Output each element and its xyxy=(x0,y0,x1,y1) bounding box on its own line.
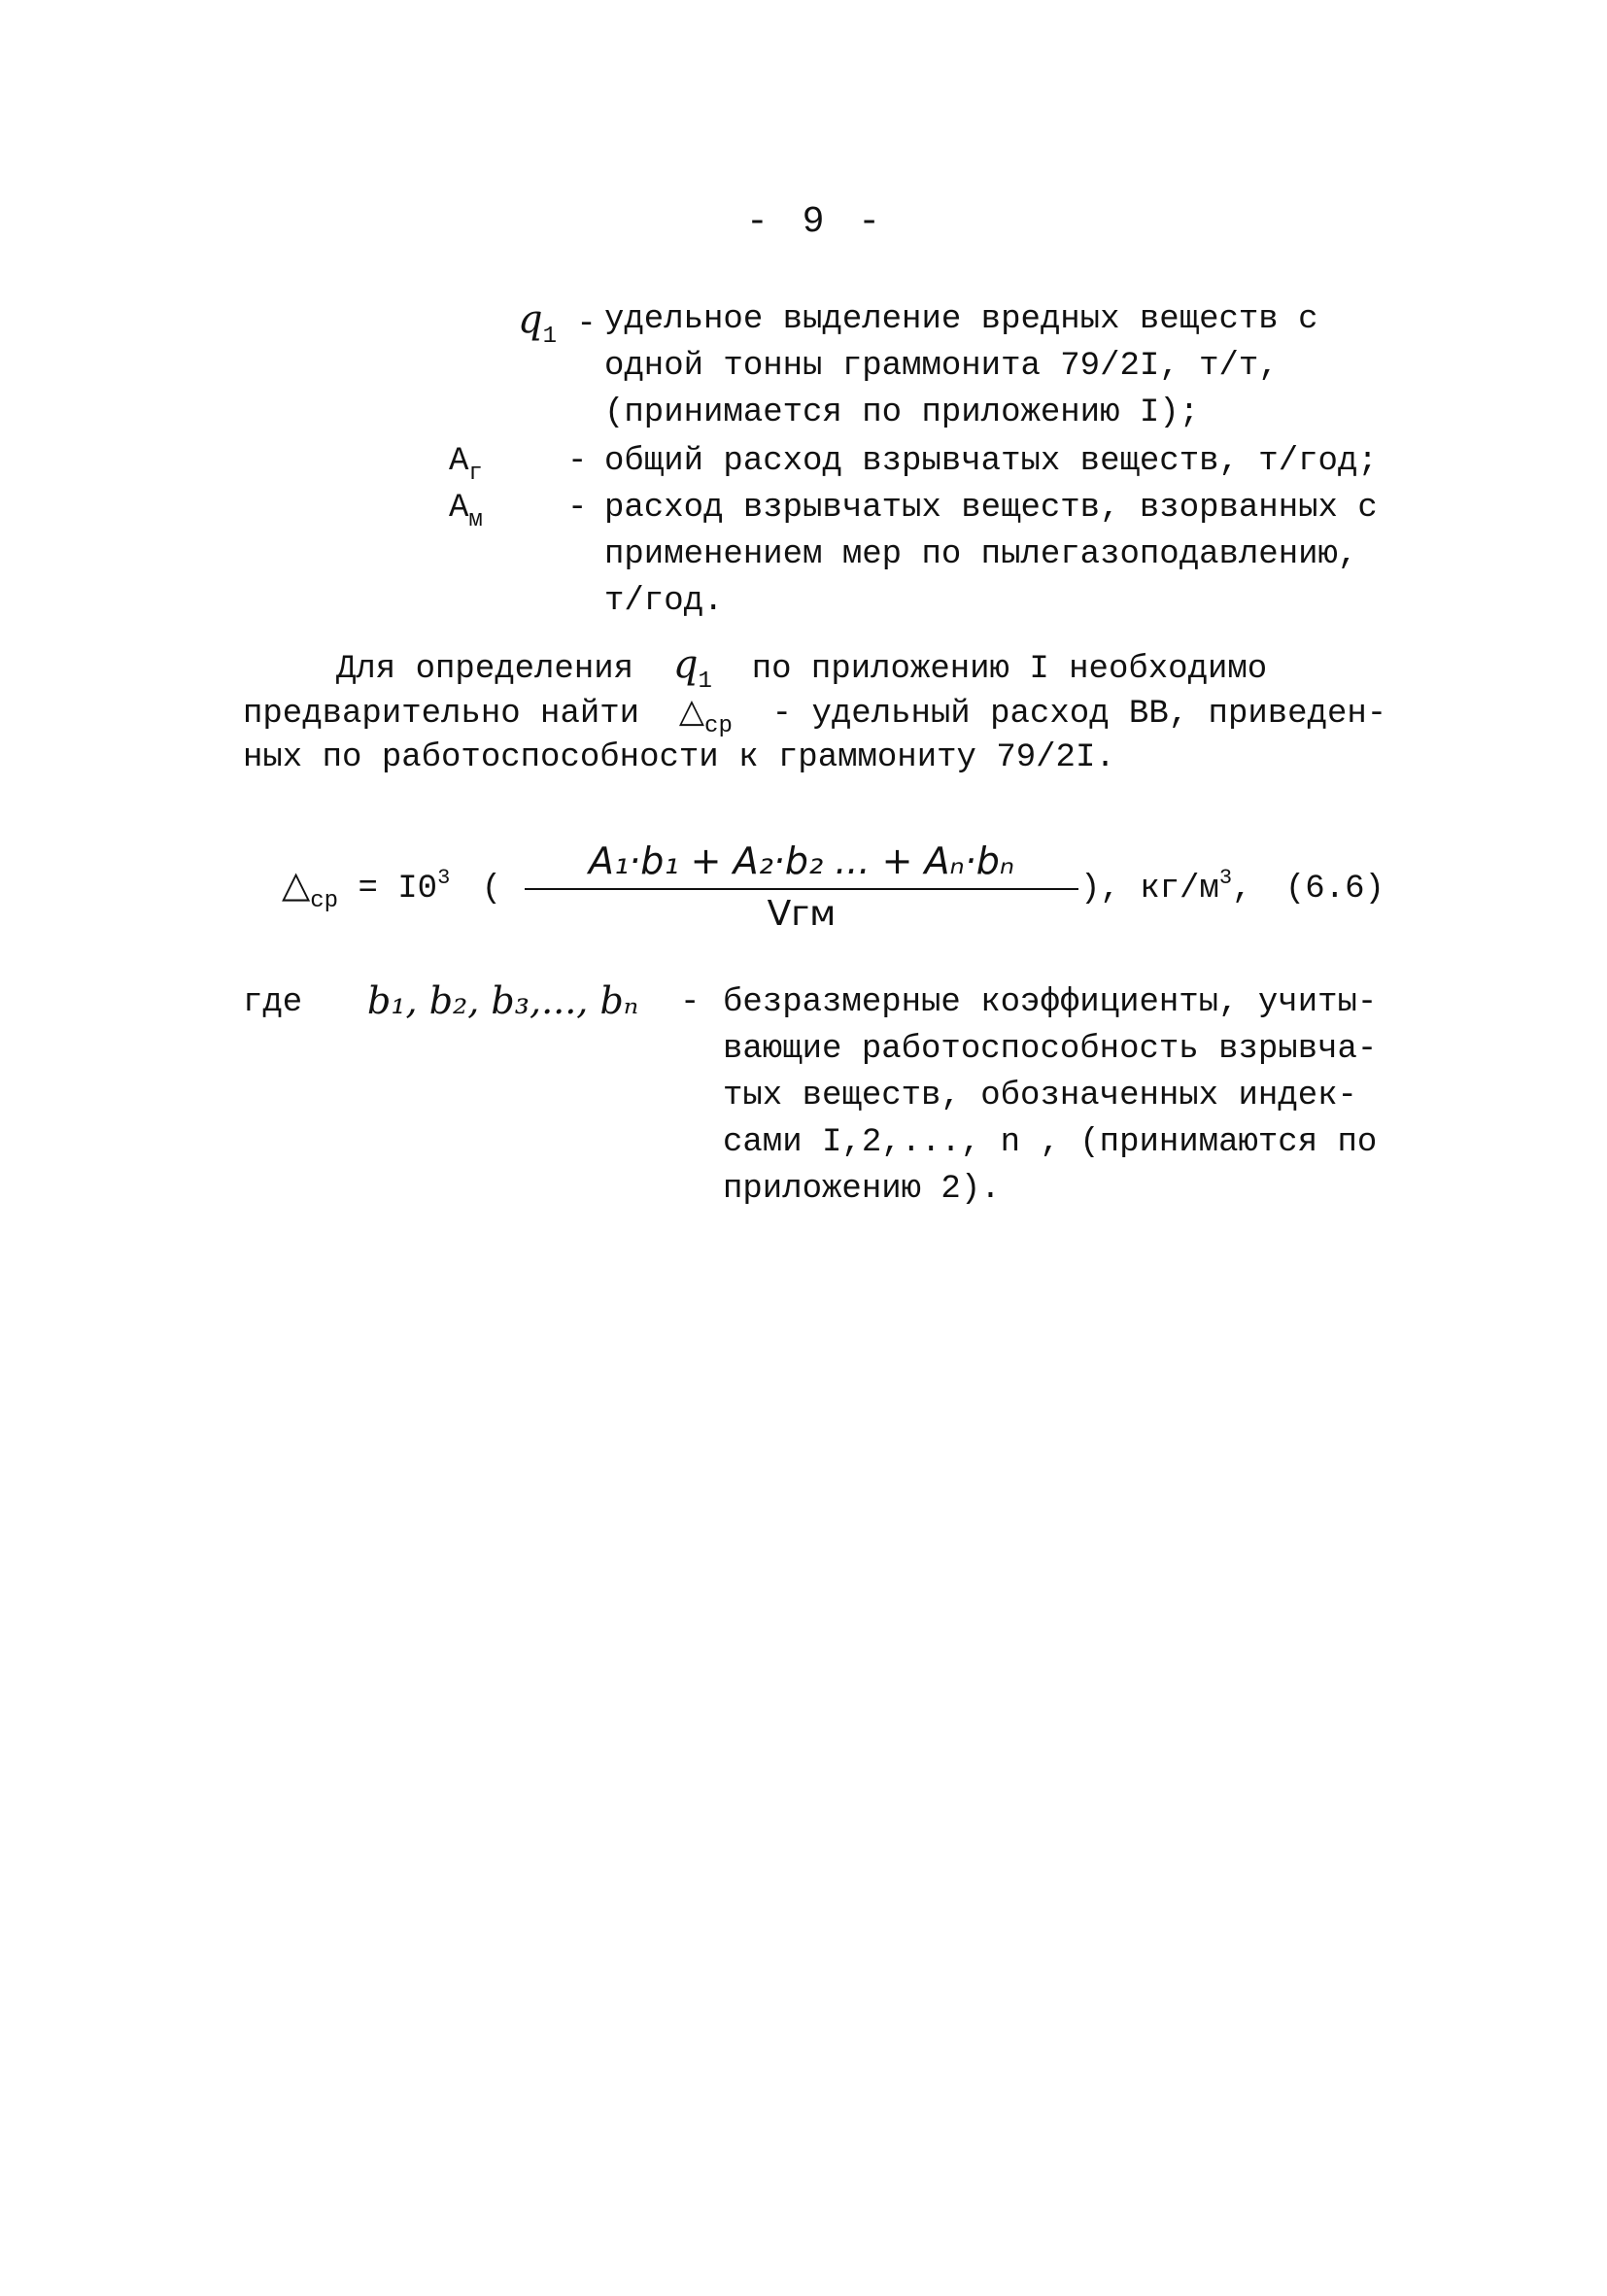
formula-denominator: Vгм xyxy=(767,894,837,934)
definition-line: (принимается по приложению I); xyxy=(604,394,1200,431)
formula-units: кг/м xyxy=(1140,871,1219,908)
definition-line: общий расход взрывчатых веществ, т/год; xyxy=(604,443,1378,480)
definition-text-q1 xyxy=(604,296,1318,436)
where-line: вающие работоспособность взрывча- xyxy=(723,1031,1378,1068)
symbol-q: q xyxy=(518,297,543,342)
formula-fraction xyxy=(525,838,1078,939)
paragraph-text: Для определения xyxy=(336,651,634,688)
definition-text-a-m xyxy=(604,485,1378,625)
page-number: - 9 - xyxy=(746,201,887,243)
symbol-q: q xyxy=(672,642,699,687)
paragraph-text: предварительно найти xyxy=(243,696,640,733)
definition-line: одной тонны граммонита 79/2I, т/т, xyxy=(604,348,1279,385)
formula-lhs xyxy=(282,855,501,925)
definition-symbol-q1 xyxy=(518,296,597,360)
definition-dash: - xyxy=(576,306,597,343)
symbol-delta: △ xyxy=(678,692,705,731)
definition-dash: - xyxy=(567,490,588,527)
definition-dash: - xyxy=(567,443,588,480)
formula-units-tail: , xyxy=(1232,871,1252,908)
symbol-a-subscript: г xyxy=(468,461,483,487)
where-line: безразмерные коэффициенты, учиты- xyxy=(723,984,1378,1021)
where-label: где xyxy=(243,984,303,1021)
paragraph-line-3: ных по работоспособности к граммониту 79/2I. xyxy=(243,739,1115,776)
symbol-delta-subscript: ср xyxy=(704,713,733,739)
formula-numerator: A₁·b₁ + A₂·b₂ ... + Aₙ·bₙ xyxy=(525,838,1078,890)
symbol-a-subscript: м xyxy=(468,507,483,533)
definition-symbol-a-m xyxy=(449,485,483,544)
definition-text-a-g xyxy=(604,438,1378,485)
symbol-a: A xyxy=(449,443,469,480)
symbol-q-subscript: 1 xyxy=(542,324,558,350)
symbol-q-subscript: 1 xyxy=(698,668,712,695)
definition-line: т/год. xyxy=(604,583,724,620)
definition-line: расход взрывчатых веществ, взорванных с xyxy=(604,490,1378,527)
where-line: приложению 2). xyxy=(723,1171,1001,1208)
formula-number: (6.6) xyxy=(1284,871,1385,908)
formula-close-paren: ), xyxy=(1080,871,1120,908)
where-dash: - xyxy=(680,984,701,1021)
where-line: сами I,2,..., n , (принимаются по xyxy=(723,1124,1378,1161)
formula-rhs xyxy=(1080,855,1385,912)
symbol-a: A xyxy=(449,490,469,527)
definition-line: применением мер по пылегазоподавлению, xyxy=(604,536,1358,573)
formula-exponent: 3 xyxy=(437,866,451,890)
paragraph-text: по приложению I необходимо xyxy=(751,651,1268,688)
formula-delta-subscript: ср xyxy=(310,888,339,914)
formula-open-paren: ( xyxy=(481,871,502,908)
where-line: тых веществ, обозначенных индек- xyxy=(723,1078,1357,1114)
where-symbols: b₁, b₂, b₃,..., bₙ xyxy=(367,979,639,1022)
where-text xyxy=(723,979,1377,1213)
formula-delta: △ xyxy=(282,863,311,906)
formula-equals: = I0 xyxy=(358,871,438,908)
definition-line: удельное выделение вредных веществ с xyxy=(604,301,1318,338)
paragraph-text: - удельный расход ВВ, приведен- xyxy=(771,696,1387,733)
formula-units-exponent: 3 xyxy=(1218,866,1233,890)
